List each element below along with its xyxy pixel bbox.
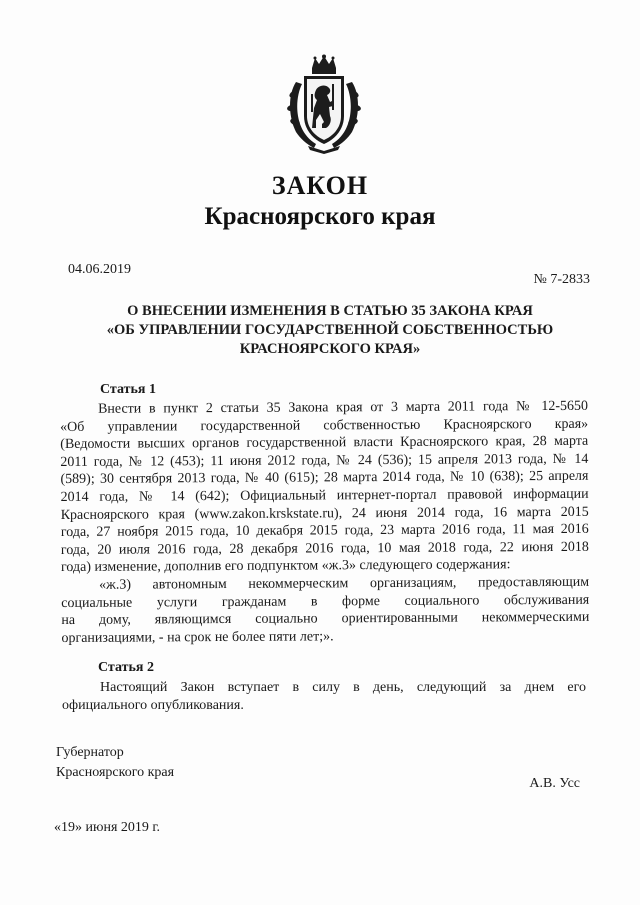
law-heading-line: О ВНЕСЕНИИ ИЗМЕНЕНИЯ В СТАТЬЮ 35 ЗАКОНА КРАЯ: [127, 303, 533, 319]
document-date: 04.06.2019: [68, 262, 131, 277]
document-type-title: ЗАКОН: [271, 171, 369, 200]
law-heading-line: «ОБ УПРАВЛЕНИИ ГОСУДАРСТВЕННОЙ СОБСТВЕННОСТЬЮ: [106, 322, 554, 338]
article-1-line: 2011 года, № 12 (453); 11 июня 2012 года, № 24 (536); 15 апреля 2013 года, № 14: [60, 451, 589, 470]
article-1-line: Красноярского края (www.zakon.krskstate.ru), 24 июня 2014 года, 16 марта 2015: [60, 504, 589, 523]
document-number: № 7-2833: [533, 272, 590, 287]
article-1-line: года, 20 июля 2016 года, 28 декабря 2016 года, 10 мая 2018 года, 22 июня 2018: [60, 539, 589, 558]
signer-name: А.В. Усс: [529, 776, 580, 791]
article-1-line: года, 27 ноября 2015 года, 10 декабря 2015 года, 23 марта 2016 года, 11 мая 2016: [60, 521, 589, 541]
article-1-body: [60, 398, 589, 648]
article-1-title: Статья 1: [100, 382, 156, 397]
article-2-line: официального опубликования.: [62, 697, 244, 713]
law-heading: [60, 302, 600, 359]
article-1-line: (589); 30 сентября 2013 года, № 40 (615); 28 марта 2014 года, № 10 (638); 25 апреля: [60, 469, 589, 488]
law-heading-line: КРАСНОЯРСКОГО КРАЯ»: [239, 341, 421, 357]
article-2-title: Статья 2: [98, 660, 154, 675]
signing-date: «19» июня 2019 г.: [54, 820, 161, 835]
article-1-line: года) изменение, дополнив его подпунктом «ж.3» следующего содержания:: [60, 557, 511, 576]
document-region-subtitle: Красноярского края: [204, 203, 436, 230]
article-1-line: «Об управлении государственной собственностью Красноярского края»: [60, 416, 589, 435]
article-1-line: Внести в пункт 2 статьи 35 Закона края от 3 марта 2011 года № 12-5650: [98, 398, 589, 417]
article-1-line: 2014 года, № 14 (642); Официальный интернет-портал правовой информации: [60, 486, 589, 505]
signer-position-line-1: Губернатор: [56, 745, 124, 760]
article-1-line: организациями, - на срок не более пяти лет;».: [61, 629, 334, 646]
article-1-line: социальные услуги гражданам в форме социального обслуживания: [61, 592, 590, 611]
article-2-body: [62, 679, 586, 714]
article-2-line: Настоящий Закон вступает в силу в день, следующий за днем его: [100, 680, 586, 695]
article-1-line: на дому, являющимся социально ориентированными некоммерческими: [61, 609, 590, 629]
signer-position-line-2: Красноярского края: [56, 765, 175, 780]
coat-of-arms-icon: [286, 54, 362, 154]
article-1-line: «ж.3) автономным некоммерческим организациям, предоставляющим: [99, 574, 590, 593]
article-1-line: (Ведомости высших органов государственной власти Красноярского края, 28 марта: [60, 433, 589, 453]
